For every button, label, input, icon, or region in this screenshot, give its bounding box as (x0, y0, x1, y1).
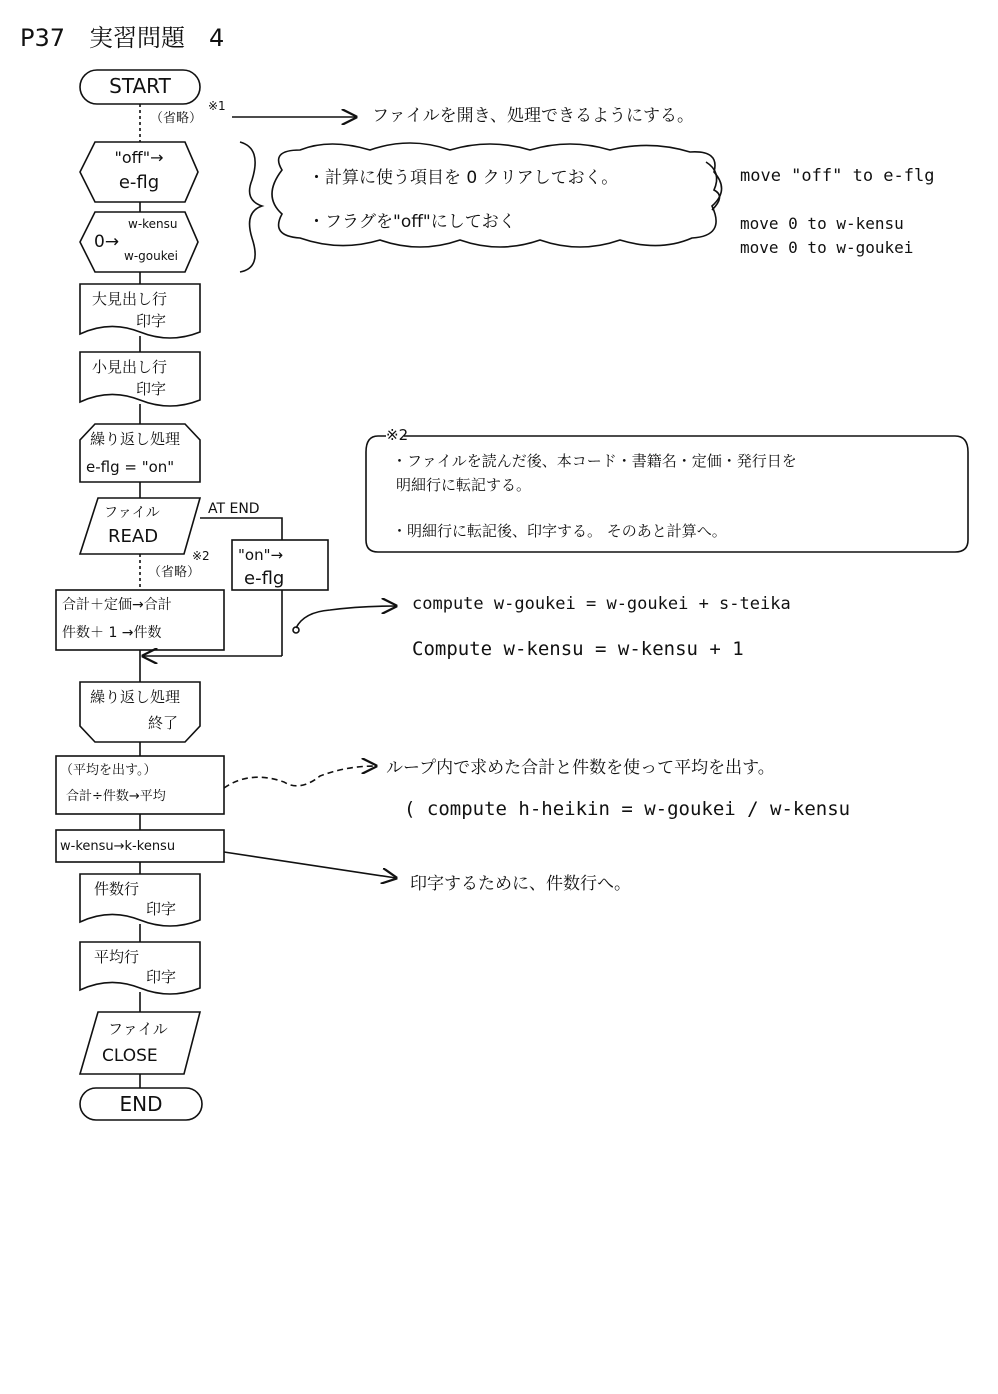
start-terminal: START (109, 74, 171, 98)
compute-kensu: Compute w-kensu = w-kensu + 1 (412, 638, 744, 660)
loop-end-line1: 繰り返し処理 (90, 688, 181, 706)
cloud-note-line1: ・計算に使う項目を 0 クリアしておく。 (308, 168, 619, 188)
count-note: 印字するために、件数行へ。 (410, 874, 631, 894)
note-file-open: ファイルを開き、処理できるようにする。 (372, 106, 694, 126)
close-line2: CLOSE (102, 1046, 158, 1066)
loop-start-line1: 繰り返し処理 (90, 430, 181, 448)
print-count-line2: 印字 (146, 900, 177, 918)
init-zero-line1: w-kensu (128, 217, 178, 231)
move-kensu-label: w-kensu→k-kensu (60, 839, 176, 854)
print-avg-line1: 平均行 (94, 948, 140, 966)
init-brace (240, 142, 262, 272)
print-count-line1: 件数行 (94, 880, 140, 898)
init-flag-line1: "off"→ (114, 148, 164, 167)
print-avg-line2: 印字 (146, 968, 177, 986)
note2-line1: ・ファイルを読んだ後、本コード・書籍名・定価・発行日を (392, 452, 797, 470)
omit-label-2: （省略） (148, 565, 201, 580)
close-line1: ファイル (108, 1020, 168, 1038)
init-zero-line3: w-goukei (124, 249, 178, 263)
read-line1: ファイル (104, 505, 160, 521)
avg-code: ( compute h-heikin = w-goukei / w-kensu (404, 798, 851, 820)
avg-line2: 合計÷件数→平均 (66, 789, 166, 804)
print-title-line1: 大見出し行 (92, 290, 168, 308)
compute-goukei: compute w-goukei = w-goukei + s-teika (412, 594, 791, 614)
sum-line1: 合計＋定価→合計 (62, 597, 172, 613)
loop-start-line2: e-flg = "on" (86, 458, 175, 476)
print-sub-line1: 小見出し行 (92, 358, 168, 376)
omit-mark-1: ※1 (208, 99, 226, 113)
init-flag-line2: e-flg (118, 172, 160, 193)
at-end-label: AT END (208, 501, 260, 517)
code-init-flag: move "off" to e-flg (740, 166, 935, 186)
omit-mark-2: ※2 (192, 549, 210, 563)
loop-end-line2: 終了 (148, 714, 179, 732)
avg-note: ループ内で求めた合計と件数を使って平均を出す。 (386, 758, 775, 778)
omit-label-1: （省略） (150, 111, 203, 126)
end-terminal: END (119, 1092, 163, 1116)
eof-line1: "on"→ (238, 546, 284, 564)
page-header: P37 実習問題 4 (20, 24, 225, 52)
note2-line3: ・明細行に転記後、印字する。 そのあと計算へ。 (392, 522, 727, 540)
print-title-line2: 印字 (136, 312, 167, 330)
code-init-goukei: move 0 to w-goukei (740, 238, 914, 257)
avg-line1: （平均を出す。） (60, 763, 157, 778)
sum-line2: 件数＋ 1 →件数 (62, 625, 162, 641)
init-zero-line2: 0→ (94, 232, 120, 252)
cloud-note-line2: ・フラグを"off"にしておく (308, 212, 516, 232)
read-line2: READ (108, 526, 159, 547)
note2-line2: 明細行に転記する。 (396, 476, 532, 494)
code-init-kensu: move 0 to w-kensu (740, 214, 904, 233)
note2-mark: ※2 (386, 426, 409, 444)
eof-line2: e-flg (244, 568, 285, 589)
print-sub-line2: 印字 (136, 380, 167, 398)
